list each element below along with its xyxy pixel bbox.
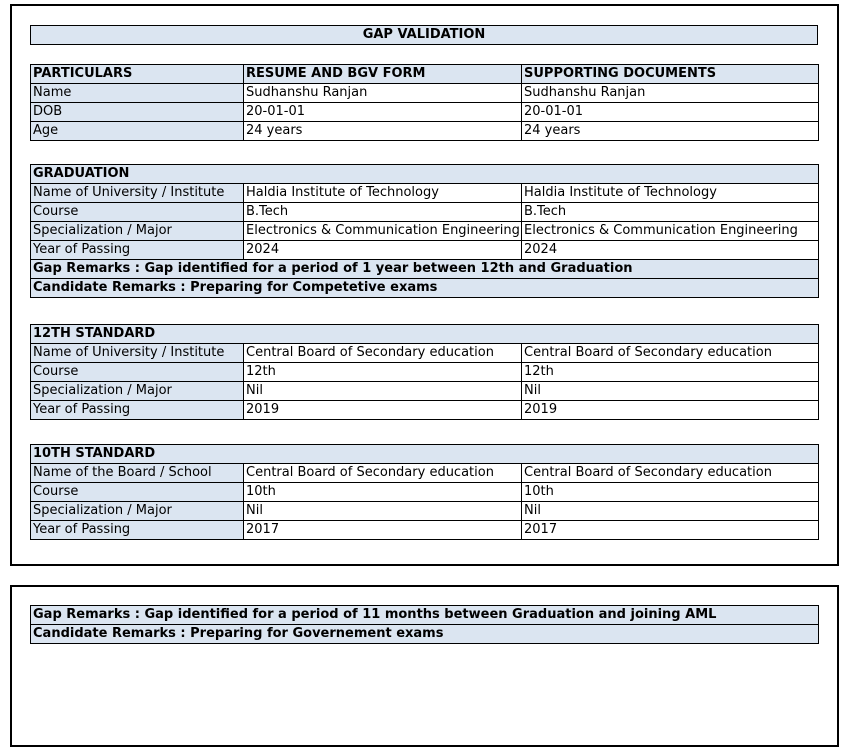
document-value: 2017 (522, 521, 819, 540)
document-value: 24 years (522, 122, 819, 141)
header-supporting-docs: SUPPORTING DOCUMENTS (522, 65, 819, 84)
table-header-row (31, 65, 819, 84)
section-heading-row (31, 325, 819, 344)
document-value: Sudhanshu Ranjan (522, 84, 819, 103)
document-value: Haldia Institute of Technology (522, 184, 819, 203)
document-value: B.Tech (522, 203, 819, 222)
table-row (31, 122, 819, 141)
twelfth-standard-table (30, 324, 819, 420)
resume-value: Nil (244, 502, 522, 521)
row-label: Name of University / Institute (31, 184, 244, 203)
graduation-heading: GRADUATION (31, 165, 819, 184)
post-graduation-remarks-table (30, 605, 819, 644)
post-grad-gap-remarks: Gap Remarks : Gap identified for a period of 11 months between Graduation and joining AML (31, 606, 819, 625)
table-row (31, 241, 819, 260)
document-value: Nil (522, 502, 819, 521)
post-grad-candidate-remarks: Candidate Remarks : Preparing for Governement exams (31, 625, 819, 644)
row-label: Course (31, 203, 244, 222)
resume-value: 20-01-01 (244, 103, 522, 122)
table-row (31, 502, 819, 521)
resume-value: Electronics & Communication Engineering (244, 222, 522, 241)
row-label: Course (31, 483, 244, 502)
table-row (31, 344, 819, 363)
document-value: Central Board of Secondary education (522, 464, 819, 483)
twelfth-heading: 12TH STANDARD (31, 325, 819, 344)
resume-value: 2024 (244, 241, 522, 260)
row-label: Name of University / Institute (31, 344, 244, 363)
document-value: 2019 (522, 401, 819, 420)
table-row (31, 401, 819, 420)
page-title: GAP VALIDATION (30, 25, 818, 45)
section-heading-row (31, 445, 819, 464)
resume-value: Central Board of Secondary education (244, 464, 522, 483)
table-row (31, 483, 819, 502)
resume-value: B.Tech (244, 203, 522, 222)
row-label: Year of Passing (31, 401, 244, 420)
resume-value: Haldia Institute of Technology (244, 184, 522, 203)
row-label: Course (31, 363, 244, 382)
resume-value: 12th (244, 363, 522, 382)
tenth-standard-table (30, 444, 819, 540)
header-resume-bgv: RESUME AND BGV FORM (244, 65, 522, 84)
resume-value: 24 years (244, 122, 522, 141)
header-particulars: PARTICULARS (31, 65, 244, 84)
document-value: 2024 (522, 241, 819, 260)
row-label: Name of the Board / School (31, 464, 244, 483)
candidate-remarks-row (31, 625, 819, 644)
table-row (31, 521, 819, 540)
document-value: 20-01-01 (522, 103, 819, 122)
resume-value: 2017 (244, 521, 522, 540)
row-label: Specialization / Major (31, 382, 244, 401)
graduation-candidate-remarks: Candidate Remarks : Preparing for Competetive exams (31, 279, 819, 298)
row-label: Year of Passing (31, 521, 244, 540)
graduation-table (30, 164, 819, 298)
section-heading-row (31, 165, 819, 184)
resume-value: 2019 (244, 401, 522, 420)
row-label: Specialization / Major (31, 222, 244, 241)
row-label: Year of Passing (31, 241, 244, 260)
document-value: 12th (522, 363, 819, 382)
table-row (31, 363, 819, 382)
table-row (31, 84, 819, 103)
table-row (31, 103, 819, 122)
table-row (31, 184, 819, 203)
table-row (31, 464, 819, 483)
candidate-remarks-row (31, 279, 819, 298)
graduation-gap-remarks: Gap Remarks : Gap identified for a period of 1 year between 12th and Graduation (31, 260, 819, 279)
resume-value: Sudhanshu Ranjan (244, 84, 522, 103)
table-row (31, 203, 819, 222)
table-row (31, 222, 819, 241)
row-label: Name (31, 84, 244, 103)
document-value: Central Board of Secondary education (522, 344, 819, 363)
tenth-heading: 10TH STANDARD (31, 445, 819, 464)
gap-remarks-row (31, 606, 819, 625)
resume-value: 10th (244, 483, 522, 502)
row-label: DOB (31, 103, 244, 122)
resume-value: Central Board of Secondary education (244, 344, 522, 363)
resume-value: Nil (244, 382, 522, 401)
document-value: 10th (522, 483, 819, 502)
document-value: Electronics & Communication Engineering (522, 222, 819, 241)
gap-remarks-row (31, 260, 819, 279)
document-value: Nil (522, 382, 819, 401)
table-row (31, 382, 819, 401)
row-label: Specialization / Major (31, 502, 244, 521)
particulars-table (30, 64, 819, 141)
row-label: Age (31, 122, 244, 141)
